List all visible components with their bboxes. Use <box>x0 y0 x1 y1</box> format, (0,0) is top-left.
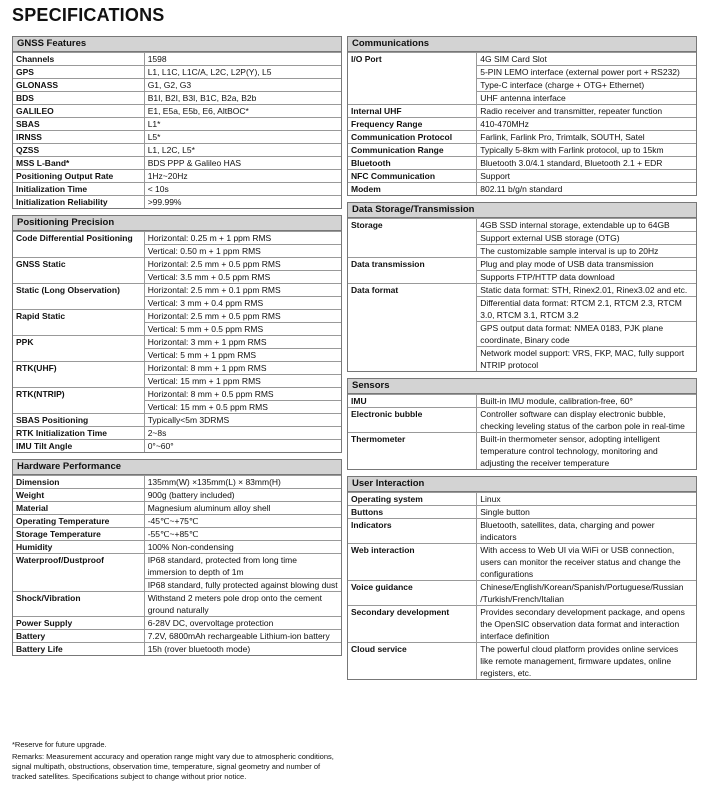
spec-value-line: 15h (rover bluetooth mode) <box>147 644 251 654</box>
spec-value <box>144 92 341 105</box>
spec-value <box>477 581 696 606</box>
spec-label: Material <box>13 502 144 515</box>
spec-row <box>13 258 341 284</box>
spec-row <box>13 643 341 656</box>
section-hardware-performance <box>12 459 342 656</box>
spec-value <box>144 144 341 157</box>
section-user-interaction <box>347 476 697 680</box>
spec-value <box>477 258 696 284</box>
spec-value-line: The powerful cloud platform provides online services like remote management, firmware updates, online registers, etc. <box>480 644 679 678</box>
spec-label: Communication Protocol <box>348 131 477 144</box>
spec-value <box>477 493 696 506</box>
section-header: Communications <box>348 37 696 52</box>
spec-value-line: 0°~60° <box>147 441 174 451</box>
spec-row <box>348 643 696 680</box>
spec-value-line: 4GB SSD internal storage, extendable up to 64GB <box>477 219 696 232</box>
spec-value <box>477 395 696 408</box>
spec-label: Thermometer <box>348 433 477 470</box>
spec-value-line: With access to Web UI via WiFi or USB connection, users can monitor the receiver status and change the configurations <box>480 545 681 579</box>
section-header: Hardware Performance <box>13 460 341 475</box>
spec-value <box>477 144 696 157</box>
spec-label: Humidity <box>13 541 144 554</box>
page-title: SPECIFICATIONS <box>12 5 165 25</box>
spec-value <box>477 606 696 643</box>
spec-row <box>13 170 341 183</box>
spec-value <box>144 515 341 528</box>
spec-label: Waterproof/Dustproof <box>13 554 144 592</box>
spec-value-line: Vertical: 3.5 mm + 0.5 ppm RMS <box>147 272 271 282</box>
spec-row <box>348 506 696 519</box>
spec-value <box>144 388 341 414</box>
spec-label: Static (Long Observation) <box>13 284 144 310</box>
spec-label: IRNSS <box>13 131 144 144</box>
spec-value <box>477 284 696 372</box>
spec-row <box>348 157 696 170</box>
spec-label: Communication Range <box>348 144 477 157</box>
spec-row <box>348 433 696 470</box>
spec-row <box>13 196 341 209</box>
spec-row <box>13 336 341 362</box>
spec-value-line: Differential data format: RTCM 2.1, RTCM 2.3, RTCM 3.0, RTCM 3.1, RTCM 3.2 <box>477 297 696 322</box>
spec-value <box>144 79 341 92</box>
spec-value <box>144 427 341 440</box>
spec-value-line: G1, G2, G3 <box>147 80 192 90</box>
spec-row <box>13 66 341 79</box>
spec-label: Data transmission <box>348 258 477 284</box>
spec-label: Battery <box>13 630 144 643</box>
spec-value-line: 900g (battery included) <box>147 490 235 500</box>
spec-value-line: Horizontal: 0.25 m + 1 ppm RMS <box>145 232 341 245</box>
spec-value <box>144 630 341 643</box>
spec-label: SBAS <box>13 118 144 131</box>
section-header: Data Storage/Transmission <box>348 203 696 218</box>
spec-row <box>13 515 341 528</box>
spec-value <box>477 183 696 196</box>
spec-row <box>13 144 341 157</box>
spec-value <box>144 336 341 362</box>
section-data-storage-transmission <box>347 202 697 372</box>
spec-value-line: The customizable sample interval is up to 20Hz <box>480 246 659 256</box>
spec-value <box>144 232 341 258</box>
section-communications <box>347 36 697 196</box>
spec-row <box>13 440 341 453</box>
spec-row <box>348 408 696 433</box>
spec-label: Electronic bubble <box>348 408 477 433</box>
spec-value-line: Static data format: STH, Rinex2.01, Rinex3.02 and etc. <box>477 284 696 297</box>
spec-value-line: Vertical: 15 mm + 1 ppm RMS <box>147 376 261 386</box>
spec-label: Web interaction <box>348 544 477 581</box>
spec-label: GPS <box>13 66 144 79</box>
spec-value-line: L5* <box>147 132 161 142</box>
spec-value <box>144 362 341 388</box>
spec-value <box>477 105 696 118</box>
spec-row <box>348 183 696 196</box>
footnotes <box>12 740 342 784</box>
spec-value <box>144 476 341 489</box>
spec-value-line: < 10s <box>147 184 169 194</box>
spec-value-line: Vertical: 15 mm + 0.5 ppm RMS <box>147 402 268 412</box>
spec-label: Shock/Vibration <box>13 592 144 617</box>
spec-value-line: Farlink, Farlink Pro, Trimtalk, SOUTH, Satel <box>480 132 645 142</box>
spec-row <box>348 105 696 118</box>
spec-label: PPK <box>13 336 144 362</box>
spec-value <box>144 541 341 554</box>
spec-label: Secondary development <box>348 606 477 643</box>
spec-label: Modem <box>348 183 477 196</box>
spec-value <box>477 643 696 680</box>
spec-value-line: L1, L2C, L5* <box>147 145 195 155</box>
section-positioning-precision <box>12 215 342 453</box>
spec-row <box>348 284 696 372</box>
spec-value-line: Horizontal: 2.5 mm + 0.5 ppm RMS <box>145 310 341 323</box>
spec-value-line: Horizontal: 8 mm + 0.5 ppm RMS <box>145 388 341 401</box>
spec-label: Buttons <box>348 506 477 519</box>
right-column <box>347 36 697 686</box>
spec-label: Battery Life <box>13 643 144 656</box>
spec-value-line: Vertical: 5 mm + 0.5 ppm RMS <box>147 324 264 334</box>
spec-value <box>144 643 341 656</box>
spec-value-line: Type-C interface (charge + OTG+ Ethernet) <box>477 79 696 92</box>
spec-label: RTK(NTRIP) <box>13 388 144 414</box>
spec-row <box>348 144 696 157</box>
spec-row <box>13 502 341 515</box>
spec-value <box>144 502 341 515</box>
spec-value <box>144 170 341 183</box>
spec-value-line: L1* <box>147 119 161 129</box>
spec-value <box>144 258 341 284</box>
spec-row <box>13 554 341 592</box>
spec-label: Rapid Static <box>13 310 144 336</box>
spec-label: Initialization Time <box>13 183 144 196</box>
spec-row <box>13 105 341 118</box>
spec-value-line: Horizontal: 3 mm + 1 ppm RMS <box>145 336 341 349</box>
section-header: User Interaction <box>348 477 696 492</box>
spec-row <box>348 544 696 581</box>
spec-row <box>348 131 696 144</box>
spec-row <box>348 581 696 606</box>
spec-value-line: 802.11 b/g/n standard <box>480 184 563 194</box>
left-column <box>12 36 342 662</box>
spec-value-line: 4G SIM Card Slot <box>477 53 696 66</box>
section-sensors <box>347 378 697 470</box>
spec-value <box>477 519 696 544</box>
spec-value-line: Linux <box>480 494 501 504</box>
spec-label: I/O Port <box>348 53 477 105</box>
spec-value-line: Chinese/English/Korean/Spanish/Portuguese/Russian /Turkish/French/Italian <box>480 582 684 604</box>
spec-value-line: 100% Non-condensing <box>147 542 234 552</box>
spec-label: RTK Initialization Time <box>13 427 144 440</box>
spec-value-line: Typically<5m 3DRMS <box>147 415 230 425</box>
spec-label: Bluetooth <box>348 157 477 170</box>
spec-row <box>13 388 341 414</box>
spec-value-line: Provides secondary development package, and opens the OpenSIC observation data format and interaction interface definition <box>480 607 685 641</box>
spec-value-line: 410-470MHz <box>480 119 529 129</box>
spec-label: Dimension <box>13 476 144 489</box>
spec-label: Indicators <box>348 519 477 544</box>
spec-value-line: E1, E5a, E5b, E6, AltBOC* <box>147 106 249 116</box>
spec-value-line: GPS output data format: NMEA 0183, PJK plane coordinate, Binary code <box>477 322 696 347</box>
spec-value-line: Bluetooth, satellites, data, charging and power indicators <box>480 520 655 542</box>
spec-value-line: BDS PPP & Galileo HAS <box>147 158 242 168</box>
spec-row <box>13 53 341 66</box>
section-gnss-features <box>12 36 342 209</box>
spec-label: Data format <box>348 284 477 372</box>
spec-row <box>13 183 341 196</box>
spec-value-line: -45℃~+75℃ <box>147 516 199 526</box>
spec-value <box>477 157 696 170</box>
spec-value-line: 5-PIN LEMO interface (external power port + RS232) <box>477 66 696 79</box>
spec-value-line: Support <box>480 171 511 181</box>
spec-label: Power Supply <box>13 617 144 630</box>
spec-label: IMU Tilt Angle <box>13 440 144 453</box>
spec-row <box>13 310 341 336</box>
spec-label: Positioning Output Rate <box>13 170 144 183</box>
spec-label: Weight <box>13 489 144 502</box>
spec-row <box>13 592 341 617</box>
spec-value-line: Typically 5-8km with Farlink protocol, up to 15km <box>480 145 664 155</box>
spec-row <box>348 519 696 544</box>
spec-value-line: Magnesium aluminum alloy shell <box>147 503 271 513</box>
spec-value <box>144 53 341 66</box>
spec-row <box>348 395 696 408</box>
spec-row <box>13 118 341 131</box>
spec-value-line: IP68 standard, fully protected against blowing dust <box>147 580 338 590</box>
spec-value-line: Supports FTP/HTTP data download <box>480 272 615 282</box>
spec-row <box>348 258 696 284</box>
spec-value-line: UHF antenna interface <box>480 93 566 103</box>
spec-value <box>477 408 696 433</box>
spec-value <box>144 554 341 592</box>
section-header: GNSS Features <box>13 37 341 52</box>
spec-value <box>477 544 696 581</box>
spec-row <box>348 606 696 643</box>
spec-label: MSS L-Band* <box>13 157 144 170</box>
spec-value <box>477 219 696 258</box>
spec-row <box>13 541 341 554</box>
spec-value <box>477 131 696 144</box>
spec-label: Storage Temperature <box>13 528 144 541</box>
spec-value <box>144 528 341 541</box>
spec-label: QZSS <box>13 144 144 157</box>
spec-value <box>477 170 696 183</box>
spec-value <box>477 433 696 470</box>
spec-value-line: Horizontal: 8 mm + 1 ppm RMS <box>145 362 341 375</box>
spec-value-line: 7.2V, 6800mAh rechargeable Lithium-ion battery <box>147 631 330 641</box>
spec-value-line: Network model support: VRS, FKP, MAC, fully support NTRIP protocol <box>480 348 685 370</box>
spec-label: Operating system <box>348 493 477 506</box>
spec-value <box>144 131 341 144</box>
spec-label: IMU <box>348 395 477 408</box>
spec-value-line: >99.99% <box>147 197 182 207</box>
spec-label: Internal UHF <box>348 105 477 118</box>
spec-value <box>144 66 341 79</box>
spec-value-line: Horizontal: 2.5 mm + 0.1 ppm RMS <box>145 284 341 297</box>
spec-value <box>477 53 696 105</box>
remarks-note: Remarks: Measurement accuracy and operation range might vary due to atmospheric conditions, signal multipath, obstructions, observation time, temperature, signal geometry and number of tracked satellites. Specifications subject to change without prior notice. <box>12 752 334 781</box>
spec-row <box>13 232 341 258</box>
spec-row <box>348 219 696 258</box>
spec-row <box>348 170 696 183</box>
spec-row <box>13 617 341 630</box>
spec-value <box>144 489 341 502</box>
spec-label: RTK(UHF) <box>13 362 144 388</box>
spec-row <box>13 414 341 427</box>
spec-value-line: Withstand 2 meters pole drop onto the cement ground naturally <box>147 593 323 615</box>
spec-value <box>144 617 341 630</box>
spec-value-line: -55℃~+85℃ <box>147 529 199 539</box>
spec-value-line: Vertical: 5 mm + 1 ppm RMS <box>147 350 257 360</box>
spec-value-line: 1Hz~20Hz <box>147 171 188 181</box>
spec-label: Frequency Range <box>348 118 477 131</box>
spec-value <box>477 506 696 519</box>
spec-value <box>477 118 696 131</box>
spec-value <box>144 157 341 170</box>
spec-row <box>13 489 341 502</box>
spec-value-line: IP68 standard, protected from long time immersion to depth of 1m <box>145 554 341 579</box>
spec-label: GALILEO <box>13 105 144 118</box>
spec-value <box>144 196 341 209</box>
spec-label: Initialization Reliability <box>13 196 144 209</box>
spec-label: Voice guidance <box>348 581 477 606</box>
spec-value-line: Bluetooth 3.0/4.1 standard, Bluetooth 2.1 + EDR <box>480 158 663 168</box>
spec-value <box>144 284 341 310</box>
spec-value <box>144 183 341 196</box>
spec-value-line: Radio receiver and transmitter, repeater function <box>480 106 663 116</box>
spec-row <box>13 131 341 144</box>
spec-row <box>13 630 341 643</box>
spec-label: Channels <box>13 53 144 66</box>
spec-label: GNSS Static <box>13 258 144 284</box>
spec-value-line: Built-in thermometer sensor, adopting intelligent temperature control technology, monitoring and adjusting the receiver temperature <box>480 434 660 468</box>
spec-row <box>13 284 341 310</box>
spec-value-line: Horizontal: 2.5 mm + 0.5 ppm RMS <box>145 258 341 271</box>
spec-row <box>348 493 696 506</box>
spec-value-line: Support external USB storage (OTG) <box>477 232 696 245</box>
spec-row <box>348 118 696 131</box>
spec-label: Operating Temperature <box>13 515 144 528</box>
spec-value-line: L1, L1C, L1C/A, L2C, L2P(Y), L5 <box>147 67 272 77</box>
section-header: Sensors <box>348 379 696 394</box>
spec-value-line: Vertical: 0.50 m + 1 ppm RMS <box>147 246 261 256</box>
spec-row <box>13 157 341 170</box>
spec-row <box>13 476 341 489</box>
spec-value-line: B1I, B2I, B3I, B1C, B2a, B2b <box>147 93 257 103</box>
spec-label: NFC Communication <box>348 170 477 183</box>
spec-value-line: 2~8s <box>147 428 167 438</box>
spec-value-line: Controller software can display electronic bubble, checking leveling status of the carbon pole in real-time <box>480 409 685 431</box>
spec-row <box>13 92 341 105</box>
spec-value-line: 6-28V DC, overvoltage protection <box>147 618 274 628</box>
section-header: Positioning Precision <box>13 216 341 231</box>
reserve-note: *Reserve for future upgrade. <box>12 740 107 749</box>
spec-value-line: Vertical: 3 mm + 0.4 ppm RMS <box>147 298 264 308</box>
spec-value-line: 135mm(W) ×135mm(L) × 83mm(H) <box>147 477 281 487</box>
spec-label: GLONASS <box>13 79 144 92</box>
spec-label: Cloud service <box>348 643 477 680</box>
spec-value-line: Built-in IMU module, calibration-free, 60° <box>480 396 633 406</box>
spec-row <box>13 427 341 440</box>
spec-row <box>13 528 341 541</box>
spec-value-line: 1598 <box>147 54 167 64</box>
spec-value <box>144 105 341 118</box>
spec-row <box>13 79 341 92</box>
spec-value <box>144 118 341 131</box>
spec-value-line: Single button <box>480 507 530 517</box>
spec-value <box>144 310 341 336</box>
spec-label: BDS <box>13 92 144 105</box>
spec-value <box>144 414 341 427</box>
spec-value <box>144 592 341 617</box>
spec-row <box>13 362 341 388</box>
spec-label: SBAS Positioning <box>13 414 144 427</box>
spec-label: Storage <box>348 219 477 258</box>
spec-row <box>348 53 696 105</box>
spec-value <box>144 440 341 453</box>
spec-label: Code Differential Positioning <box>13 232 144 258</box>
spec-value-line: Plug and play mode of USB data transmission <box>477 258 696 271</box>
